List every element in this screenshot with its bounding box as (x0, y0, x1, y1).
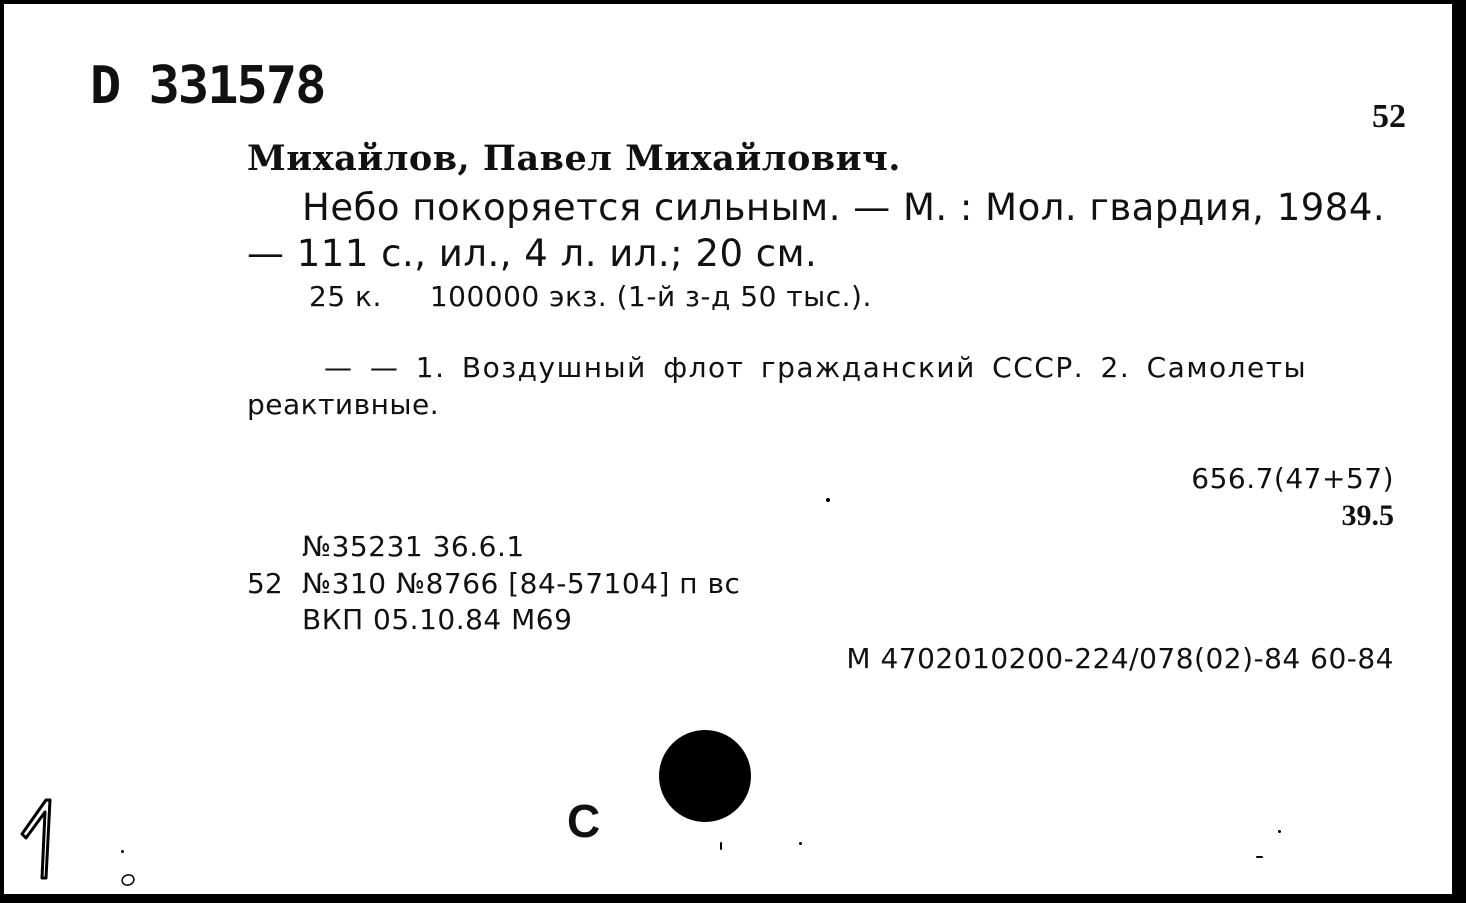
handwritten-mark (16, 794, 66, 884)
code-line: М 4702010200-224/078(02)-84 60-84 (846, 642, 1394, 675)
price: 25 к. (309, 280, 382, 313)
publication-line: — 111 с., ил., 4 л. ил.; 20 см. (247, 232, 818, 275)
subjects-line-1: — — 1. Воздушный флот гражданский СССР. 2. Самолеты (324, 351, 1308, 384)
registration-line-1: №35231 36.6.1 (302, 530, 525, 563)
registration-number: 52 (247, 567, 283, 600)
classification-code-1: 656.7(47+57) (1191, 462, 1394, 495)
speck (121, 850, 124, 853)
punch-hole (659, 730, 751, 822)
speck (1256, 856, 1263, 858)
registration-line-2: №310 №8766 [84-57104] п вс (302, 567, 741, 600)
speck (799, 842, 802, 845)
registration-line-3: ВКП 05.10.84 М69 (302, 603, 573, 636)
speck (826, 498, 830, 502)
subjects-line-2: реактивные. (247, 388, 440, 421)
title-line: Небо покоряется сильным. — М. : Мол. гвардия, 1984. (302, 186, 1386, 229)
card-id: D 331578 (90, 56, 325, 116)
copies: 100000 экз. (1-й з-д 50 тыс.). (429, 280, 872, 313)
small-o-mark (118, 872, 138, 888)
price-line (309, 280, 872, 313)
classification-code-2: 39.5 (1341, 499, 1394, 532)
speck (720, 842, 722, 850)
bottom-letter: С (567, 795, 601, 847)
corner-number: 52 (1372, 98, 1406, 135)
author-heading: Михайлов, Павел Михайлович. (247, 138, 901, 179)
speck (1278, 830, 1281, 833)
